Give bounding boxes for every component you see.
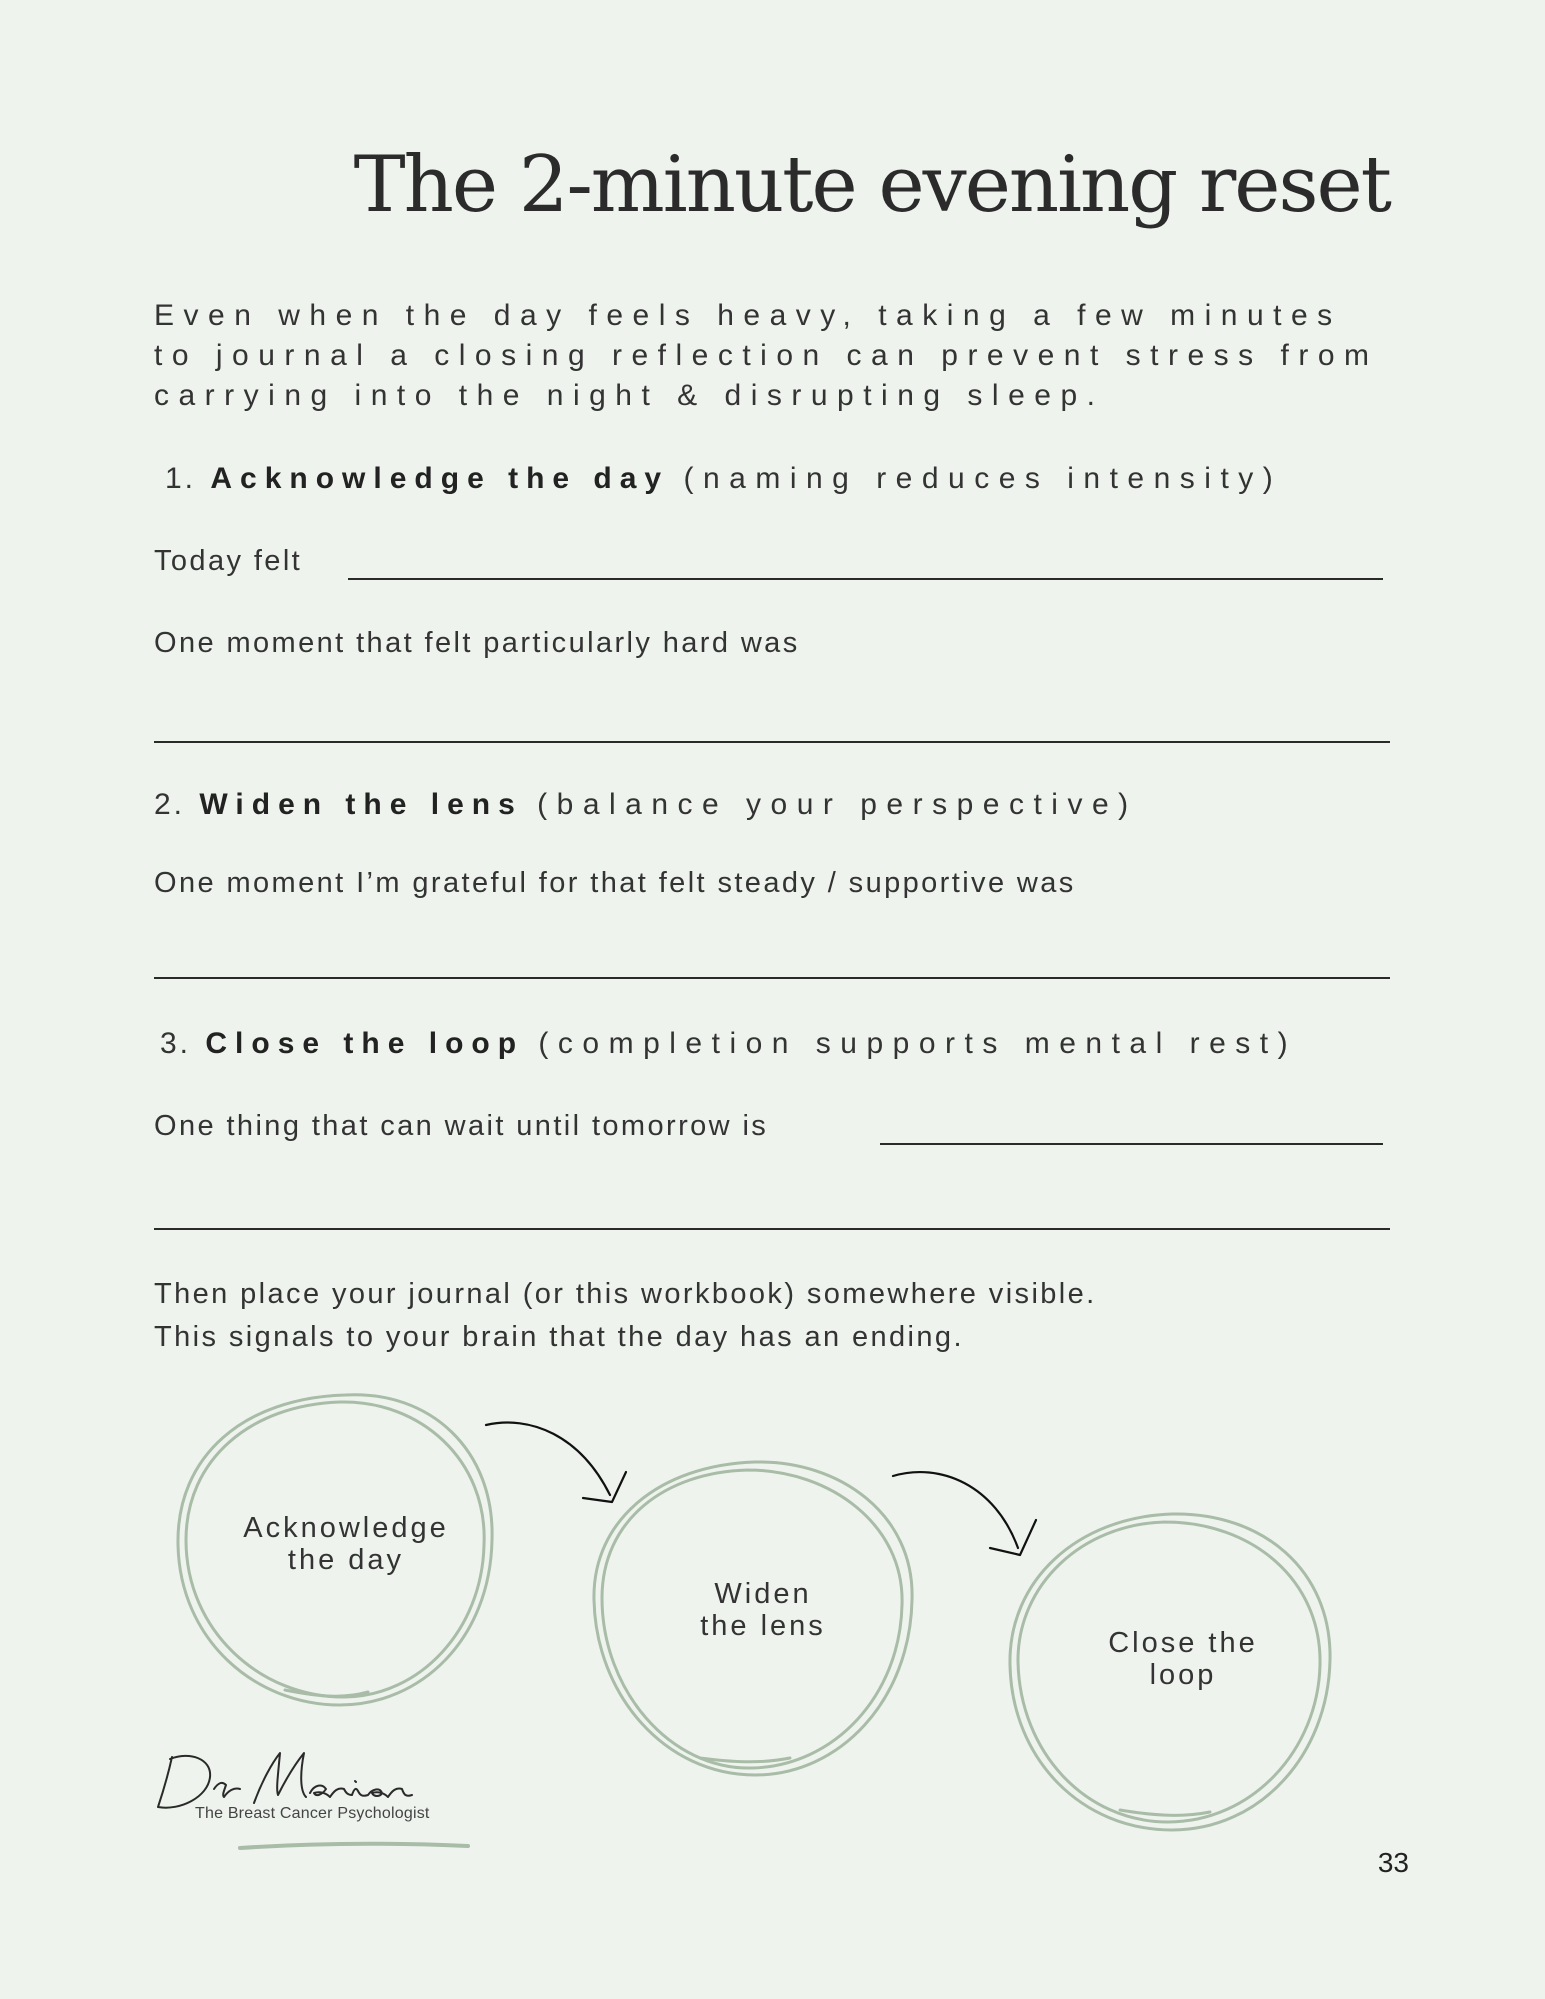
step-title: Close the loop	[205, 1027, 525, 1060]
circle-label-line: Close the	[1108, 1627, 1258, 1659]
page-number: 33	[1377, 1847, 1409, 1878]
page-title: The 2-minute evening reset	[353, 140, 1390, 230]
step-note: (balance your perspective)	[537, 788, 1138, 821]
step-3-heading	[160, 1027, 1297, 1061]
step-number: 2.	[154, 788, 186, 821]
intro-line: to journal a closing reflection can prevent stress from	[154, 339, 1379, 372]
dr-marion-logo	[150, 1745, 490, 1860]
circle-label-line: loop	[1149, 1659, 1217, 1691]
step-1-heading	[165, 462, 1282, 496]
prompt-hard-moment: One moment that felt particularly hard was	[154, 627, 800, 659]
intro-paragraph	[154, 296, 1414, 416]
prompt-can-wait: One thing that can wait until tomorrow is	[154, 1110, 769, 1142]
answer-line-can-wait[interactable]	[880, 1143, 1383, 1145]
step-title: Widen the lens	[199, 788, 523, 821]
answer-line-can-wait-extra[interactable]	[154, 1228, 1390, 1230]
intro-line: Even when the day feels heavy, taking a few minutes	[154, 299, 1342, 332]
closing-line: Then place your journal (or this workbook) somewhere visible.	[154, 1278, 1097, 1310]
circle-label-acknowledge	[218, 1512, 474, 1576]
answer-line-hard-moment[interactable]	[154, 741, 1390, 743]
circle-label-line: the day	[287, 1544, 405, 1576]
step-title: Acknowledge the day	[210, 462, 670, 495]
step-note: (completion supports mental rest)	[538, 1027, 1298, 1060]
step-note: (naming reduces intensity)	[683, 462, 1283, 495]
step-2-heading	[154, 788, 1138, 822]
closing-line: This signals to your brain that the day has an ending.	[154, 1321, 964, 1353]
closing-paragraph	[154, 1273, 1097, 1359]
step-number: 1.	[165, 462, 197, 495]
circle-label-line: Acknowledge	[243, 1512, 449, 1544]
logo-subtitle: The Breast Cancer Psychologist	[195, 1805, 430, 1822]
intro-line: carrying into the night & disrupting sleep.	[154, 379, 1105, 412]
circle-label-line: the lens	[700, 1610, 826, 1642]
answer-line-grateful-moment[interactable]	[154, 977, 1390, 979]
step-number: 3.	[160, 1027, 192, 1060]
prompt-grateful-moment: One moment I’m grateful for that felt steady / supportive was	[154, 867, 1076, 899]
circle-label-line: Widen	[714, 1578, 812, 1610]
arrow-1	[486, 1423, 610, 1495]
answer-line-today-felt[interactable]	[348, 578, 1383, 580]
prompt-today-felt: Today felt	[154, 545, 303, 577]
arrow-2	[893, 1472, 1018, 1548]
circle-label-close	[1060, 1627, 1306, 1691]
circle-label-widen	[640, 1578, 886, 1642]
